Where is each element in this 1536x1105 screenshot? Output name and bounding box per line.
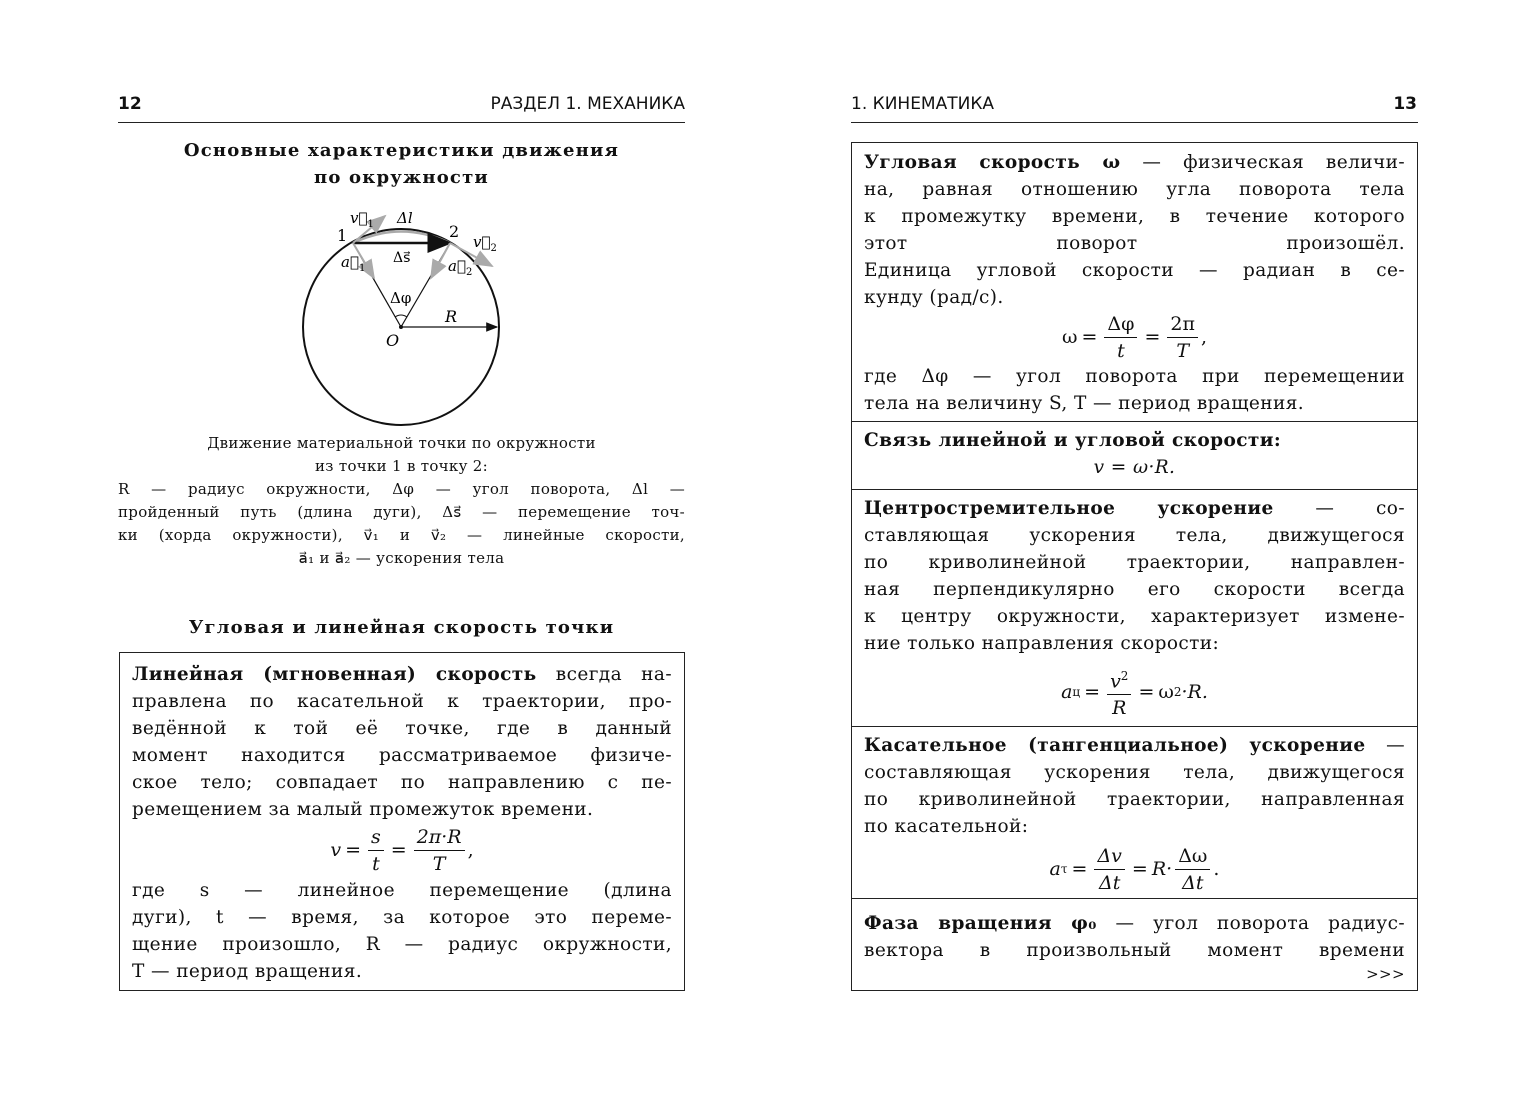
tangential-section [852,726,1417,898]
caption-line: R — радиус окружности, Δφ — угол поворота, Δl — [118,480,685,498]
text-line [864,495,1405,522]
label-a1: $a⃗_1$ [341,253,366,274]
caption-line: из точки 1 в точку 2: [315,457,488,475]
text-line [864,363,1405,390]
text: вектора в произвольный момент времени [864,940,1405,961]
formula-v-omega-r: v = ω·R. [1093,457,1176,478]
text-line [864,549,1405,576]
text-line [864,813,1405,840]
caption-line: пройденный путь (длина дуги), Δs⃗ — перемещение точ- [118,503,685,521]
text: кунду (рад/с). [864,287,1004,308]
header-rule-left [118,122,685,123]
text-line [132,661,672,688]
text: дуги), t — время, за которое это переме- [132,907,672,928]
text-line [132,742,672,769]
angle-arc [395,315,407,317]
text: ское тело; совпадает по направлению с пе- [132,772,672,793]
text-line [864,732,1405,759]
page-number-right: 13 [1393,94,1417,114]
text: ремещением за малый промежуток времени. [132,799,594,820]
text: — со- [1273,498,1405,519]
text-line [864,427,1405,454]
relation-section [852,421,1417,489]
label-ds: Δs⃗ [393,250,411,266]
running-head-right: 1. КИНЕМАТИКА [851,94,995,114]
text-line [864,603,1405,630]
running-head-left: РАЗДЕЛ 1. МЕХАНИКА [490,94,685,114]
text: щение произошло, R — радиус окружности, [132,934,672,955]
text-line [864,390,1405,417]
text-line [864,176,1405,203]
label-dphi: Δφ [390,289,412,307]
formula-centripetal: a ц = $\frac{v^2}{R}$ = ω 2 ·R. [864,657,1405,727]
text-line [864,230,1405,257]
center-point [399,325,403,329]
subsection-title: Угловая и линейная скорость точки [188,617,615,638]
text-line [864,522,1405,549]
text: ведённой к той её точке, где в данный [132,718,672,739]
text: на, равная отношению угла поворота тела [864,179,1405,200]
text: ная перпендикулярно его скорости всегда [864,579,1405,600]
label-R: R [445,307,458,326]
text-line [132,715,672,742]
text: Единица угловой скорости — радиан в се- [864,260,1405,281]
text: к центру окружности, характеризует измене- [864,606,1405,627]
circular-motion-diagram [290,200,520,430]
rotation-phase-section [852,898,1417,990]
text-line [864,630,1405,657]
text-line [132,904,672,931]
caption-line: a⃗₁ и a⃗₂ — ускорения тела [298,549,505,567]
page-number-left: 12 [118,94,142,114]
term: Связь линейной и угловой скорости: [864,430,1282,451]
angular-velocity-section [852,143,1417,421]
text: — [1365,735,1405,756]
text: — физическая величи- [1120,152,1405,173]
formula-tangential: a τ = $\frac{\Delta v}{\Delta t}$ = R· $\frac{\Delta\omega}{\Delta t}$ . [1049,844,1220,894]
label-dl: Δl [397,209,413,227]
figure-caption [118,432,685,570]
text-line [864,910,1405,937]
text-line [864,576,1405,603]
term: Касательное (тангенциальное) ускорение [864,735,1366,756]
text-line [864,203,1405,230]
text: по криволинейной траектории, направлен- [864,552,1405,573]
section-title-line2: по окружности [314,167,489,188]
continued-marker: >>> [1366,965,1405,983]
text: к промежутку времени, в течение которого [864,206,1405,227]
text: момент находится рассматриваемое физиче- [132,745,672,766]
text: — угол поворота радиус- [1096,913,1406,934]
text: T — период вращения. [132,961,363,982]
text: ние только направления скорости: [864,633,1220,654]
centripetal-section [852,489,1417,726]
text-line [864,937,1405,964]
linear-velocity-box [119,652,685,991]
text: где Δφ — угол поворота при перемещении [864,366,1405,387]
text: ставляющая ускорения тела, движущегося [864,525,1405,546]
label-point2: 2 [449,222,460,241]
term: Центростремительное ускорение [864,498,1274,519]
caption-line: Движение материальной точки по окружности [207,434,596,452]
term: Линейная (мгновенная) скорость [132,664,537,685]
label-O: O [386,331,400,350]
text-line [864,149,1405,176]
caption-line: ки (хорда окружности), v⃗₁ и v⃗₂ — линейные скорости, [118,526,685,544]
text-line [132,796,672,823]
term: Угловая скорость ω [864,152,1121,173]
text: составляющая ускорения тела, движущегося [864,762,1405,783]
text: тела на величину S, T — период вращения. [864,393,1305,414]
text-line [132,877,672,904]
text-line [132,769,672,796]
text: по касательной: [864,816,1029,837]
text-line [132,688,672,715]
text-line [864,284,1405,311]
header-rule-right [851,122,1418,123]
formula-linear-velocity: v = $\frac{s}{t}$ = $\frac{2\pi\cdot R}{T}$ , [330,825,474,875]
formula-angular-velocity: ω = $\frac{\Delta\varphi}{t}$ = $\frac{2\pi}{T}$ , [1062,312,1207,362]
angular-box [851,142,1418,991]
label-v2: $v⃗_2$ [473,233,497,254]
text-line [864,786,1405,813]
label-v1: $v⃗_1$ [350,209,374,230]
text-line [132,958,672,985]
text-line [864,759,1405,786]
label-a2: $a⃗_2$ [448,257,473,278]
term: Фаза вращения φ₀ [864,913,1097,934]
text: по криволинейной траектории, направленная [864,789,1405,810]
text-line [864,257,1405,284]
box-text [132,877,672,985]
text: где s — линейное перемещение (длина [132,880,672,901]
text-line [132,931,672,958]
section-title-line1: Основные характеристики движения [183,140,620,161]
arc-dl [353,232,450,244]
text: правлена по касательной к траектории, про- [132,691,672,712]
label-point1: 1 [337,226,348,245]
box-text [132,661,672,823]
text: этот поворот произошёл. [864,233,1405,254]
text: всегда на- [536,664,672,685]
